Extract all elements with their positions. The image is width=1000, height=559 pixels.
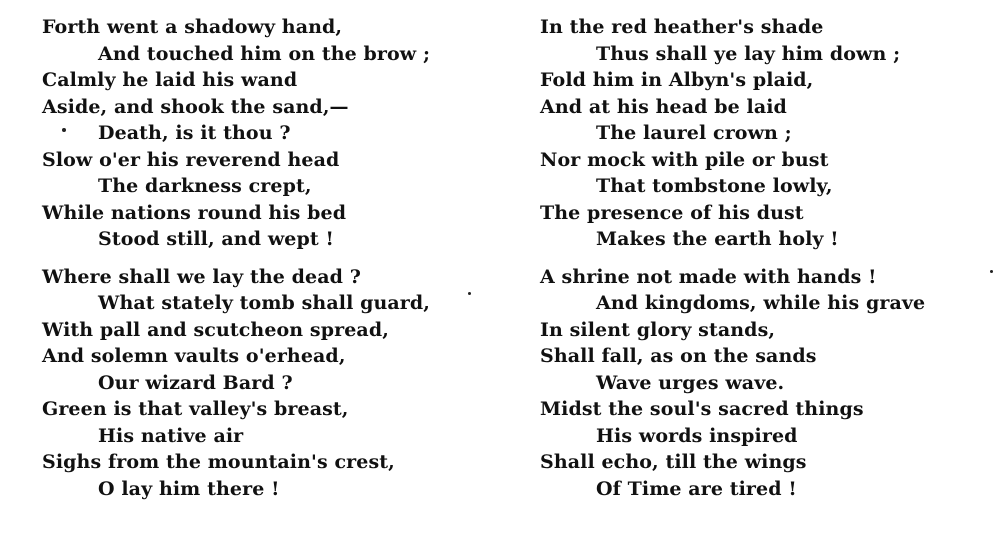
poem-line: Wave urges wave. <box>596 371 785 394</box>
poem-line: What stately tomb shall guard, <box>98 292 431 314</box>
poem-line: While nations round his bed <box>42 201 347 224</box>
poem-line: Green is that valley's breast, <box>42 398 349 420</box>
poem-line: Our wizard Bard ? <box>98 371 293 394</box>
poem-line: In the red heather's shade <box>540 16 824 38</box>
poem-line: That tombstone lowly, <box>596 175 833 197</box>
ink-speck <box>62 128 66 132</box>
poem-line: Calmly he laid his wand <box>42 69 298 91</box>
poem-line: Of Time are tired ! <box>596 477 797 500</box>
poem-line: And kingdoms, while his grave <box>596 292 926 314</box>
poem-line: His words inspired <box>596 424 798 447</box>
poem-line: Aside, and shook the sand,— <box>42 95 349 118</box>
poem-line: Where shall we lay the dead ? <box>42 265 361 288</box>
poem-line: Forth went a shadowy hand, <box>42 16 343 38</box>
poem-line: Stood still, and wept ! <box>98 228 334 250</box>
right-column <box>540 14 1000 502</box>
poem-line: Shall echo, till the wings <box>540 451 807 473</box>
poem-line: Shall fall, as on the sands <box>540 345 817 367</box>
poem-line: Slow o'er his reverend head <box>42 148 340 171</box>
stanza <box>540 14 1000 253</box>
poem-line: His native air <box>98 424 244 447</box>
poem-line: Makes the earth holy ! <box>596 228 839 250</box>
poem-line: Midst the soul's sacred things <box>540 398 864 420</box>
poem-line: O lay him there ! <box>98 477 280 500</box>
poem-line: Death, is it thou ? <box>98 122 291 144</box>
stanza <box>42 14 512 253</box>
poem-line: And at his head be laid <box>540 95 787 118</box>
poem-line: Nor mock with pile or bust <box>540 148 829 171</box>
poem-line: With pall and scutcheon spread, <box>42 318 389 341</box>
poem-line: And touched him on the brow ; <box>98 42 431 65</box>
poem-line: Fold him in Albyn's plaid, <box>540 69 814 91</box>
poem-line: A shrine not made with hands ! <box>540 265 877 288</box>
stanza <box>42 264 512 503</box>
left-column <box>42 14 512 502</box>
poem-line: Thus shall ye lay him down ; <box>596 42 901 65</box>
poem-line: Sighs from the mountain's crest, <box>42 451 395 473</box>
poem-line: The darkness crept, <box>98 175 312 197</box>
stanza <box>540 264 1000 503</box>
poem-line: And solemn vaults o'erhead, <box>42 345 346 367</box>
poem-line: In silent glory stands, <box>540 318 776 341</box>
poem-line: The laurel crown ; <box>596 122 792 144</box>
poem-line: The presence of his dust <box>540 201 804 224</box>
ink-speck <box>468 292 471 295</box>
ink-speck <box>990 270 993 273</box>
